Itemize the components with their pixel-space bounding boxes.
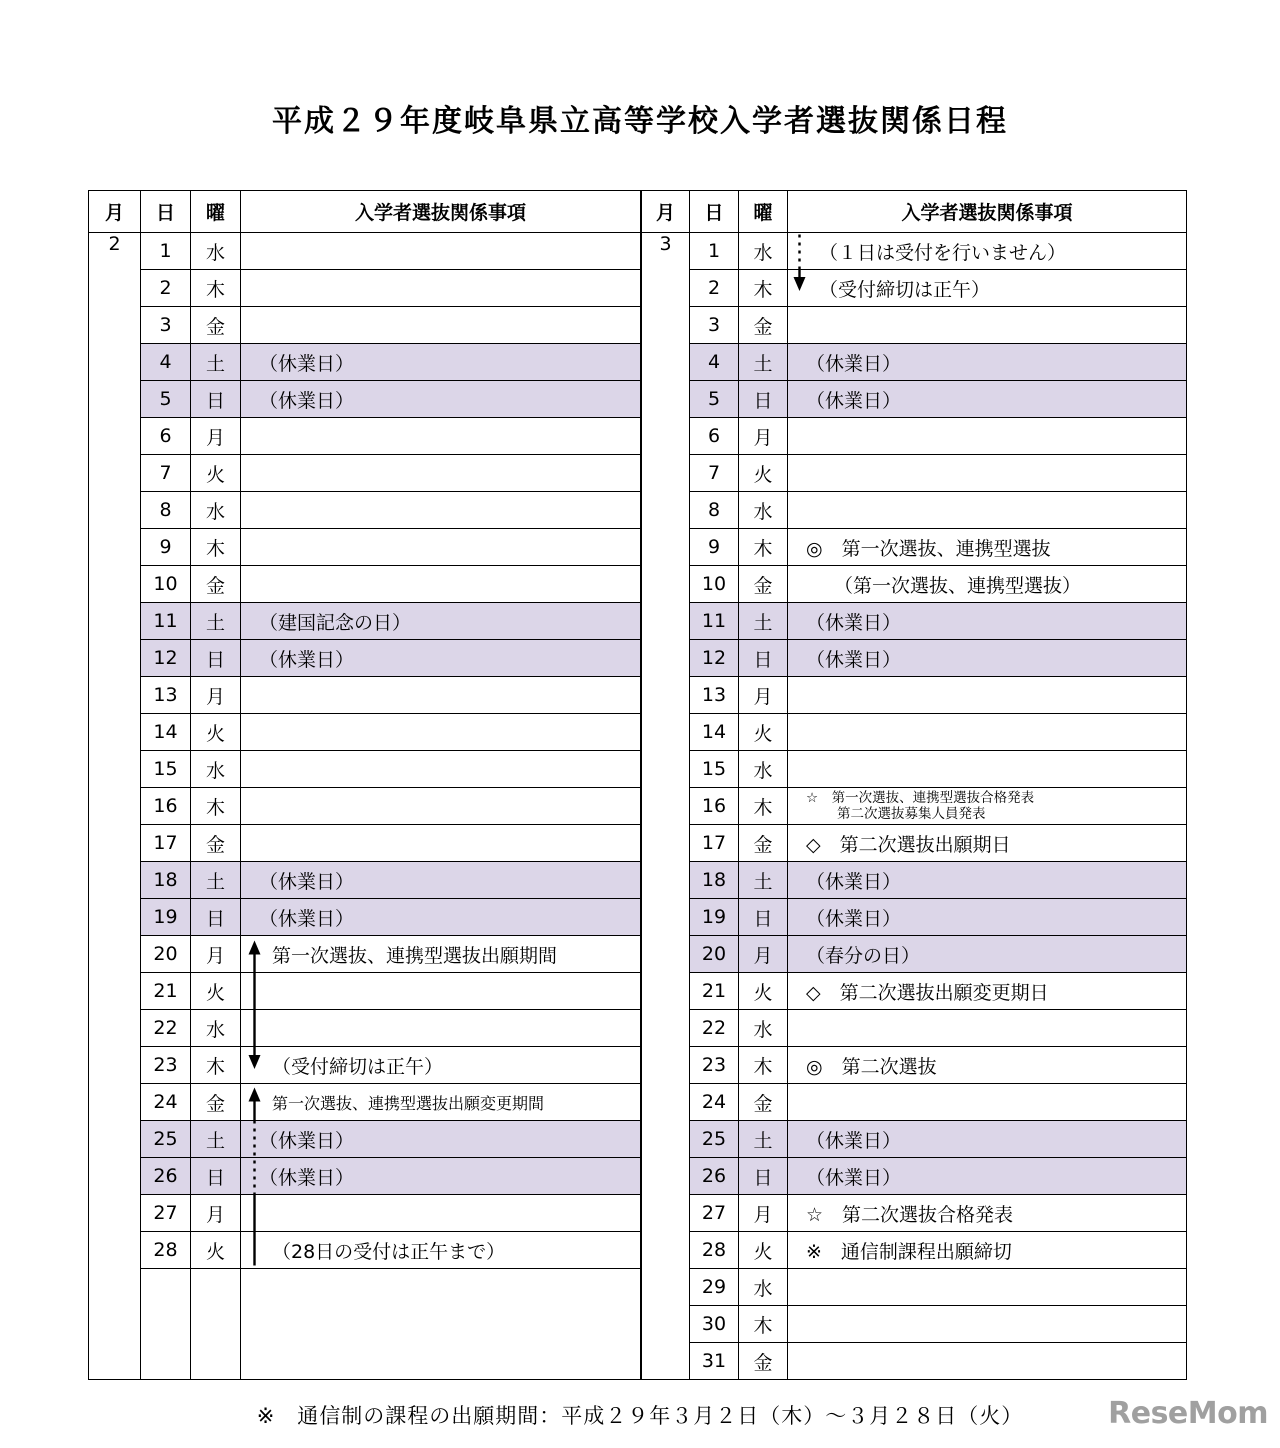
weekday-cell: 日 [739, 899, 788, 936]
event-text: （休業日） [806, 611, 902, 634]
day-cell: 12 [690, 640, 739, 677]
filler-cell [141, 1269, 191, 1380]
event-cell [241, 1010, 641, 1047]
event-text: （受付締切は正午） [272, 1055, 444, 1078]
event-text: （休業日） [259, 907, 355, 930]
weekday-cell: 金 [191, 307, 241, 344]
calendar-row [89, 973, 641, 1010]
event-cell [241, 344, 641, 381]
calendar-row [642, 381, 1187, 418]
day-cell: 4 [141, 344, 191, 381]
weekday-cell: 火 [739, 714, 788, 751]
calendar-row [89, 825, 641, 862]
event-cell [788, 1121, 1187, 1158]
weekday-cell: 水 [191, 492, 241, 529]
weekday-cell: 水 [739, 1010, 788, 1047]
day-cell: 1 [141, 233, 191, 270]
weekday-cell: 金 [191, 1084, 241, 1121]
calendar-row [89, 788, 641, 825]
day-cell: 18 [690, 862, 739, 899]
calendar-row [642, 566, 1187, 603]
day-cell: 10 [690, 566, 739, 603]
weekday-cell: 土 [191, 603, 241, 640]
weekday-cell: 月 [739, 418, 788, 455]
event-cell [241, 1047, 641, 1084]
day-cell: 14 [690, 714, 739, 751]
calendar-row [89, 233, 641, 270]
day-cell: 26 [141, 1158, 191, 1195]
weekday-cell: 水 [739, 492, 788, 529]
weekday-cell: 木 [191, 1047, 241, 1084]
day-cell: 24 [690, 1084, 739, 1121]
calendar-row [642, 1306, 1187, 1343]
event-text: （休業日） [806, 870, 902, 893]
weekday-cell: 水 [739, 1269, 788, 1306]
event-text: （休業日） [806, 1129, 902, 1152]
calendar-row [642, 1084, 1187, 1121]
day-cell: 12 [141, 640, 191, 677]
event-cell [241, 603, 641, 640]
calendar-row [89, 677, 641, 714]
event-cell [241, 714, 641, 751]
event-text: 第一次選抜、連携型選抜出願期間 [272, 944, 558, 967]
event-cell [788, 1010, 1187, 1047]
weekday-cell: 木 [739, 529, 788, 566]
weekday-cell: 金 [739, 825, 788, 862]
schedule-tables [88, 190, 1187, 1380]
event-cell [241, 973, 641, 1010]
weekday-cell: 日 [191, 1158, 241, 1195]
filler-cell [241, 1269, 641, 1380]
calendar-row [642, 1121, 1187, 1158]
weekday-cell: 火 [191, 1232, 241, 1269]
day-cell: 5 [141, 381, 191, 418]
calendar-row [642, 529, 1187, 566]
event-cell [241, 1232, 641, 1269]
calendar-row [89, 344, 641, 381]
weekday-cell: 土 [739, 862, 788, 899]
event-cell [241, 899, 641, 936]
event-cell [241, 1158, 641, 1195]
day-cell: 28 [141, 1232, 191, 1269]
event-cell [241, 788, 641, 825]
weekday-cell: 土 [739, 344, 788, 381]
event-text: （28日の受付は正午まで） [272, 1240, 506, 1263]
weekday-cell: 土 [191, 862, 241, 899]
event-cell [241, 307, 641, 344]
day-cell: 15 [690, 751, 739, 788]
calendar-row [89, 307, 641, 344]
february-table [88, 190, 641, 1380]
calendar-row [642, 1047, 1187, 1084]
event-cell [788, 344, 1187, 381]
day-cell: 5 [690, 381, 739, 418]
event-text: （休業日） [259, 389, 355, 412]
day-cell: 8 [141, 492, 191, 529]
day-cell: 22 [690, 1010, 739, 1047]
day-cell: 23 [141, 1047, 191, 1084]
event-cell [788, 492, 1187, 529]
weekday-cell: 日 [191, 640, 241, 677]
calendar-row [642, 677, 1187, 714]
calendar-row [89, 714, 641, 751]
day-cell: 17 [690, 825, 739, 862]
event-cell [241, 233, 641, 270]
calendar-row [89, 936, 641, 973]
weekday-cell: 月 [191, 1195, 241, 1232]
event-cell [241, 751, 641, 788]
event-text: （休業日） [806, 389, 902, 412]
event-cell [788, 1269, 1187, 1306]
header-weekday: 曜 [739, 191, 788, 233]
weekday-cell: 月 [191, 418, 241, 455]
event-text: （受付締切は正午） [819, 278, 991, 301]
page-title: 平成２９年度岐阜県立高等学校入学者選抜関係日程 [272, 104, 1008, 139]
calendar-row [89, 381, 641, 418]
header-month: 月 [642, 191, 690, 233]
day-cell: 8 [690, 492, 739, 529]
day-cell: 16 [690, 788, 739, 825]
event-cell [241, 381, 641, 418]
weekday-cell: 月 [739, 1195, 788, 1232]
weekday-cell: 木 [739, 1306, 788, 1343]
event-cell [241, 566, 641, 603]
calendar-row [642, 233, 1187, 270]
event-text: ※ 通信制課程出願締切 [806, 1240, 1012, 1263]
calendar-row [89, 492, 641, 529]
day-cell: 27 [690, 1195, 739, 1232]
calendar-row [89, 862, 641, 899]
weekday-cell: 月 [739, 936, 788, 973]
calendar-row [642, 307, 1187, 344]
month-label: 2 [89, 233, 141, 1380]
event-cell [241, 1121, 641, 1158]
calendar-row [89, 899, 641, 936]
day-cell: 19 [141, 899, 191, 936]
day-cell: 20 [141, 936, 191, 973]
day-cell: 28 [690, 1232, 739, 1269]
calendar-row [642, 492, 1187, 529]
day-cell: 22 [141, 1010, 191, 1047]
day-cell: 3 [690, 307, 739, 344]
event-text: （休業日） [259, 352, 355, 375]
event-text: （休業日） [806, 648, 902, 671]
day-cell: 25 [141, 1121, 191, 1158]
event-cell [788, 1084, 1187, 1121]
event-text: ☆ 第二次選抜合格発表 [806, 1203, 1014, 1226]
day-cell: 13 [690, 677, 739, 714]
event-text: （１日は受付を行いません） [819, 241, 1067, 264]
event-text: 第一次選抜、連携型選抜出願変更期間 [272, 1093, 545, 1113]
event-cell [241, 270, 641, 307]
calendar-row [642, 1232, 1187, 1269]
event-cell [241, 640, 641, 677]
day-cell: 20 [690, 936, 739, 973]
event-cell [788, 1343, 1187, 1380]
header-row [89, 191, 641, 233]
march-table-body [642, 233, 1187, 1380]
day-cell: 9 [690, 529, 739, 566]
event-cell [241, 825, 641, 862]
day-cell: 2 [141, 270, 191, 307]
event-cell [788, 714, 1187, 751]
event-text: （第一次選抜、連携型選抜） [834, 574, 1082, 597]
day-cell: 6 [690, 418, 739, 455]
day-cell: 17 [141, 825, 191, 862]
weekday-cell: 土 [739, 1121, 788, 1158]
weekday-cell: 月 [739, 677, 788, 714]
calendar-row [642, 862, 1187, 899]
header-day: 日 [141, 191, 191, 233]
event-cell [788, 973, 1187, 1010]
weekday-cell: 月 [191, 936, 241, 973]
day-cell: 24 [141, 1084, 191, 1121]
weekday-cell: 土 [191, 1121, 241, 1158]
day-cell: 31 [690, 1343, 739, 1380]
event-text: （休業日） [259, 1129, 355, 1152]
weekday-cell: 木 [739, 1047, 788, 1084]
header-day: 日 [690, 191, 739, 233]
day-cell: 23 [690, 1047, 739, 1084]
weekday-cell: 水 [191, 233, 241, 270]
weekday-cell: 木 [191, 270, 241, 307]
header-weekday: 曜 [191, 191, 241, 233]
weekday-cell: 金 [739, 1084, 788, 1121]
event-cell [788, 1158, 1187, 1195]
day-cell: 4 [690, 344, 739, 381]
calendar-row [89, 751, 641, 788]
day-cell: 16 [141, 788, 191, 825]
event-cell [788, 677, 1187, 714]
weekday-cell: 火 [739, 455, 788, 492]
event-cell [788, 1232, 1187, 1269]
calendar-row [89, 1195, 641, 1232]
day-cell: 14 [141, 714, 191, 751]
month-label: 3 [642, 233, 690, 1380]
weekday-cell: 金 [739, 566, 788, 603]
event-text-line2: 第二次選抜募集人員発表 [837, 806, 986, 822]
weekday-cell: 金 [191, 566, 241, 603]
calendar-row [642, 640, 1187, 677]
day-cell: 10 [141, 566, 191, 603]
day-cell: 9 [141, 529, 191, 566]
day-cell: 26 [690, 1158, 739, 1195]
calendar-row [642, 714, 1187, 751]
calendar-row [89, 566, 641, 603]
day-cell: 11 [690, 603, 739, 640]
day-cell: 3 [141, 307, 191, 344]
calendar-row [642, 603, 1187, 640]
resemom-logo: ReseMom [1108, 1396, 1268, 1431]
day-cell: 7 [690, 455, 739, 492]
day-cell: 13 [141, 677, 191, 714]
event-cell [788, 862, 1187, 899]
event-cell [788, 270, 1187, 307]
weekday-cell: 土 [191, 344, 241, 381]
weekday-cell: 木 [191, 529, 241, 566]
event-text: （建国記念の日） [259, 611, 412, 634]
event-cell [241, 862, 641, 899]
footer-note: ※ 通信制の課程の出願期間：平成２９年３月２日（木）～３月２８日（火） [256, 1404, 1024, 1428]
weekday-cell: 金 [739, 1343, 788, 1380]
event-text: ◎ 第二次選抜 [806, 1055, 937, 1078]
weekday-cell: 火 [739, 1232, 788, 1269]
calendar-row [89, 529, 641, 566]
event-cell [241, 1195, 641, 1232]
event-cell [788, 455, 1187, 492]
event-text: ◎ 第一次選抜、連携型選抜 [806, 537, 1051, 560]
day-cell: 30 [690, 1306, 739, 1343]
event-cell [788, 233, 1187, 270]
event-cell [788, 1306, 1187, 1343]
event-cell [788, 751, 1187, 788]
calendar-row [89, 1047, 641, 1084]
calendar-row [642, 825, 1187, 862]
event-text: （休業日） [259, 648, 355, 671]
event-cell [241, 677, 641, 714]
event-cell [788, 788, 1187, 825]
weekday-cell: 木 [739, 270, 788, 307]
calendar-row [642, 344, 1187, 381]
event-text: （休業日） [259, 870, 355, 893]
day-cell: 1 [690, 233, 739, 270]
event-cell [241, 418, 641, 455]
header-row [642, 191, 1187, 233]
event-text: ◇ 第二次選抜出願変更期日 [806, 981, 1049, 1004]
calendar-row [642, 455, 1187, 492]
filler-cell [191, 1269, 241, 1380]
event-cell [788, 825, 1187, 862]
event-cell [788, 529, 1187, 566]
calendar-row [89, 1158, 641, 1195]
event-cell [241, 529, 641, 566]
weekday-cell: 水 [739, 233, 788, 270]
event-text: （休業日） [806, 907, 902, 930]
calendar-row [89, 603, 641, 640]
calendar-row [642, 751, 1187, 788]
weekday-cell: 水 [739, 751, 788, 788]
calendar-row [642, 1343, 1187, 1380]
day-cell: 25 [690, 1121, 739, 1158]
event-text: ☆ 第一次選抜、連携型選抜合格発表 [806, 790, 1035, 806]
calendar-row [89, 418, 641, 455]
calendar-row [89, 270, 641, 307]
weekday-cell: 火 [739, 973, 788, 1010]
event-text: （春分の日） [806, 944, 921, 967]
day-cell: 11 [141, 603, 191, 640]
calendar-row [642, 1158, 1187, 1195]
calendar-row [89, 640, 641, 677]
day-cell: 6 [141, 418, 191, 455]
event-cell [788, 307, 1187, 344]
weekday-cell: 日 [739, 640, 788, 677]
day-cell: 21 [141, 973, 191, 1010]
event-text: ◇ 第二次選抜出願期日 [806, 833, 1011, 856]
day-cell: 27 [141, 1195, 191, 1232]
event-cell [788, 418, 1187, 455]
day-cell: 21 [690, 973, 739, 1010]
weekday-cell: 月 [191, 677, 241, 714]
february-table-body [89, 233, 641, 1380]
calendar-row [642, 899, 1187, 936]
header-events: 入学者選抜関係事項 [241, 191, 641, 233]
calendar-row [89, 1121, 641, 1158]
calendar-row [642, 418, 1187, 455]
weekday-cell: 火 [191, 455, 241, 492]
event-cell [241, 492, 641, 529]
day-cell: 18 [141, 862, 191, 899]
calendar-row [89, 1232, 641, 1269]
header-month: 月 [89, 191, 141, 233]
weekday-cell: 日 [191, 381, 241, 418]
day-cell: 29 [690, 1269, 739, 1306]
day-cell: 7 [141, 455, 191, 492]
calendar-row [642, 1010, 1187, 1047]
event-cell [241, 936, 641, 973]
calendar-row [642, 788, 1187, 825]
weekday-cell: 金 [739, 307, 788, 344]
event-cell [241, 455, 641, 492]
filler-row [89, 1269, 641, 1380]
header-events: 入学者選抜関係事項 [788, 191, 1187, 233]
event-cell [788, 640, 1187, 677]
event-cell [788, 936, 1187, 973]
weekday-cell: 土 [739, 603, 788, 640]
event-text: （休業日） [806, 352, 902, 375]
weekday-cell: 金 [191, 825, 241, 862]
weekday-cell: 日 [739, 1158, 788, 1195]
day-cell: 15 [141, 751, 191, 788]
weekday-cell: 日 [191, 899, 241, 936]
event-text: （休業日） [259, 1166, 355, 1189]
event-cell [788, 566, 1187, 603]
calendar-row [89, 1084, 641, 1121]
event-cell [788, 1195, 1187, 1232]
calendar-row [642, 973, 1187, 1010]
event-cell [788, 603, 1187, 640]
event-cell [788, 899, 1187, 936]
calendar-row [642, 1195, 1187, 1232]
weekday-cell: 火 [191, 714, 241, 751]
weekday-cell: 木 [191, 788, 241, 825]
weekday-cell: 木 [739, 788, 788, 825]
march-table [641, 190, 1187, 1380]
weekday-cell: 火 [191, 973, 241, 1010]
event-cell [788, 1047, 1187, 1084]
event-cell [241, 1084, 641, 1121]
weekday-cell: 水 [191, 1010, 241, 1047]
event-cell [788, 381, 1187, 418]
weekday-cell: 日 [739, 381, 788, 418]
calendar-row [642, 270, 1187, 307]
day-cell: 19 [690, 899, 739, 936]
calendar-row [642, 936, 1187, 973]
event-text: （休業日） [806, 1166, 902, 1189]
calendar-row [89, 455, 641, 492]
calendar-row [89, 1010, 641, 1047]
calendar-row [642, 1269, 1187, 1306]
day-cell: 2 [690, 270, 739, 307]
weekday-cell: 水 [191, 751, 241, 788]
